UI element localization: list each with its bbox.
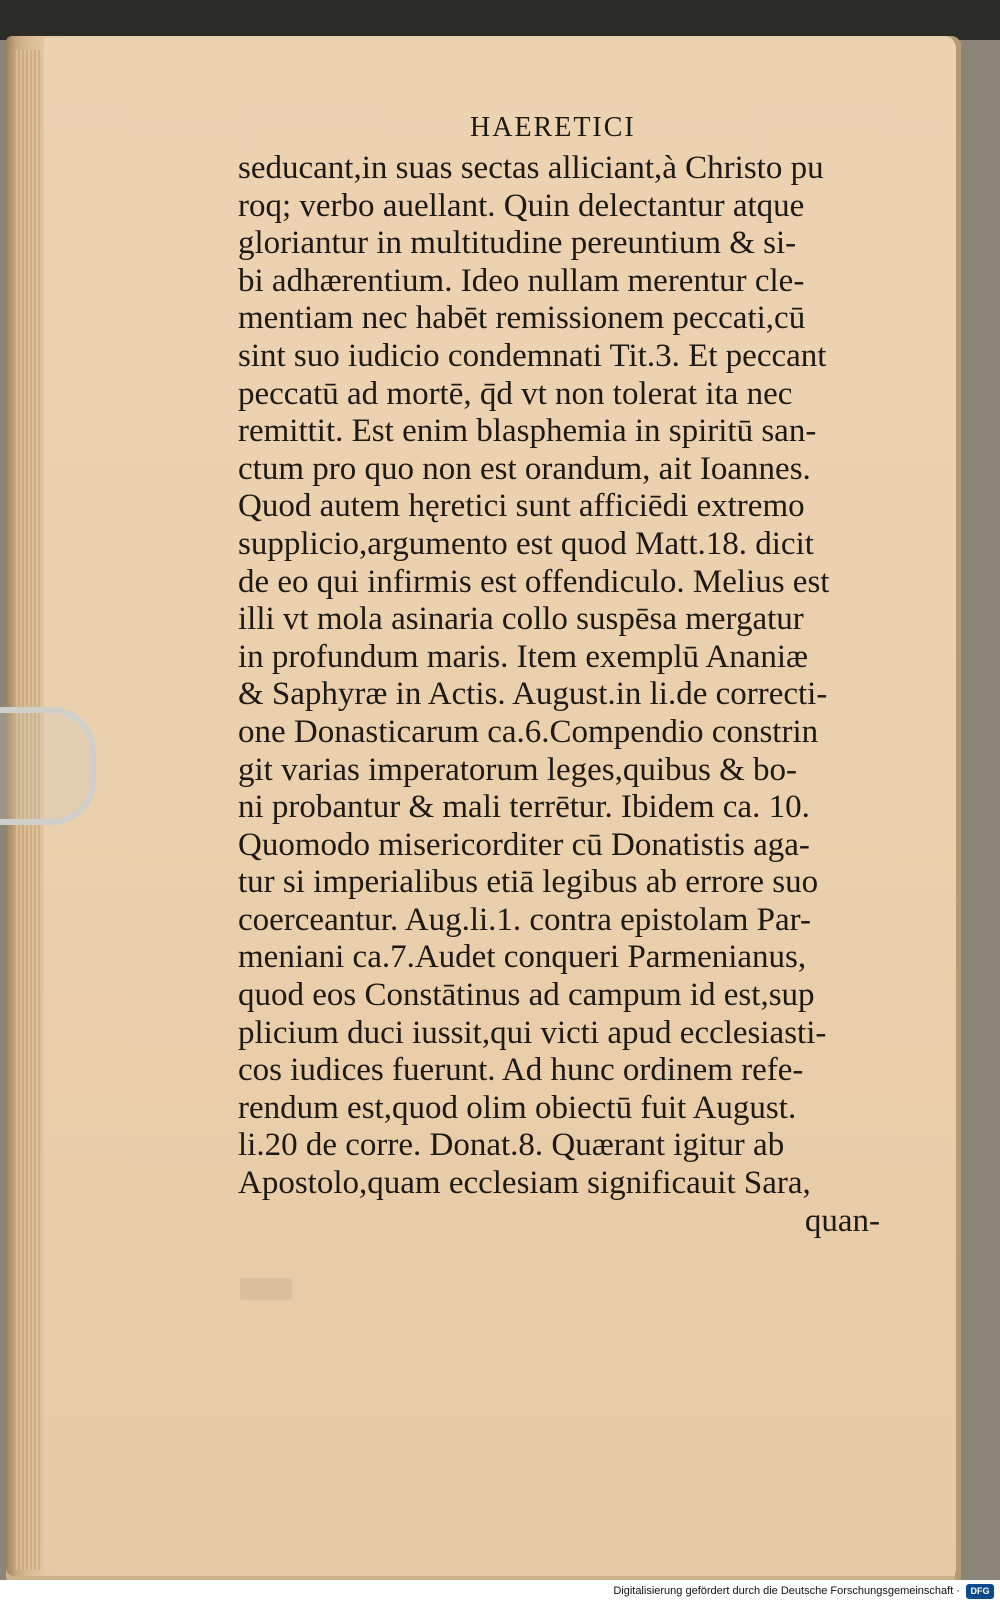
- text-line: seducant,in suas sectas alliciant,à Christo pu: [238, 150, 824, 186]
- text-line: illi vt mola asinaria collo suspēsa mergatur: [238, 601, 804, 638]
- page-clip: [0, 707, 96, 825]
- text-line: rendum est,quod olim obiectū fuit August.: [238, 1089, 797, 1126]
- text-line: & Saphyræ in Actis. August.in li.de correcti-: [238, 676, 828, 713]
- text-line: peccatū ad mortē, q̄d vt non tolerat ita nec: [238, 375, 793, 412]
- text-line: one Donasticarum ca.6.Compendio constrin: [238, 713, 819, 750]
- text-line: Quod autem hęretici sunt afficiēdi extremo: [238, 488, 805, 525]
- text-line: de eo qui infirmis est offendiculo. Melius est: [238, 563, 830, 600]
- text-line: remittit. Est enim blasphemia in spiritū san-: [238, 413, 817, 450]
- show-through-mark: [240, 1278, 292, 1300]
- footer-bar: [0, 1580, 1000, 1604]
- text-line: ctum pro quo non est orandum, ait Ioannes.: [238, 450, 811, 487]
- text-line: quod eos Constātinus ad campum id est,sup: [238, 977, 815, 1014]
- footer-credit: Digitalisierung gefördert durch die Deutsche Forschungsgemeinschaft ·: [613, 1585, 960, 1597]
- text-line: ni probantur & mali terrētur. Ibidem ca. 10.: [238, 789, 810, 826]
- text-line: git varias imperatorum leges,quibus & bo-: [238, 751, 798, 788]
- text-line: li.20 de corre. Donat.8. Quærant igitur ab: [238, 1127, 785, 1164]
- body-text: [238, 150, 898, 1240]
- running-head: HAERETICI: [470, 112, 636, 143]
- text-line: Quomodo misericorditer cū Donatistis aga-: [238, 826, 810, 863]
- text-line: cos iudices fuerunt. Ad hunc ordinem refe-: [238, 1052, 804, 1089]
- text-line: in profundum maris. Item exemplū Ananiæ: [238, 638, 809, 675]
- text-line: supplicio,argumento est quod Matt.18. dicit: [238, 525, 814, 562]
- text-line: mentiam nec habēt remissionem peccati,cū: [238, 300, 806, 337]
- text-line: roq; verbo auellant. Quin delectantur atque: [238, 187, 805, 224]
- dfg-logo-icon: DFG: [966, 1584, 994, 1599]
- catchword: quan-: [804, 1202, 880, 1239]
- text-line: bi adhærentium. Ideo nullam merentur cle-: [238, 262, 805, 299]
- text-line: tur si imperialibus etiā legibus ab errore suo: [238, 864, 819, 901]
- text-line: gloriantur in multitudine pereuntium & si-: [238, 225, 797, 262]
- text-line: sint suo iudicio condemnati Tit.3. Et peccant: [238, 337, 827, 374]
- text-line: plicium duci iussit,qui victi apud ecclesiasti-: [238, 1014, 827, 1051]
- text-line: meniani ca.7.Audet conqueri Parmenianus,: [238, 939, 807, 976]
- text-line: Apostolo,quam ecclesiam significauit Sara,: [238, 1165, 811, 1202]
- text-line: coerceantur. Aug.li.1. contra epistolam Par-: [238, 901, 811, 938]
